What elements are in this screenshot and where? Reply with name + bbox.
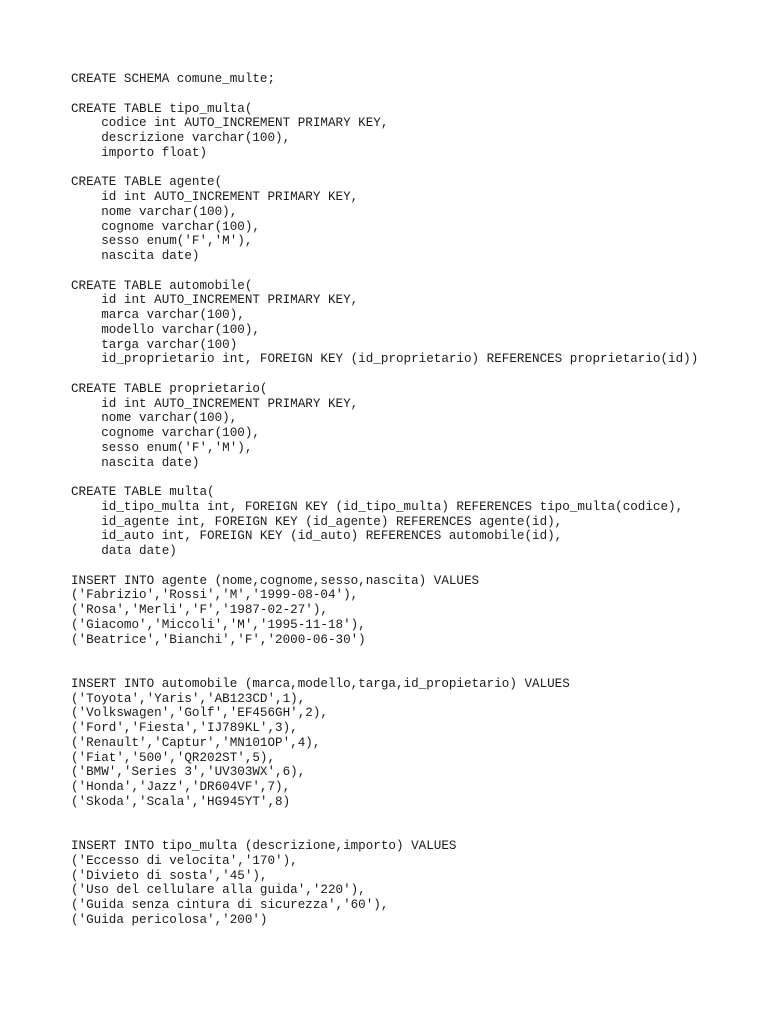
sql-code-block: [71, 72, 761, 928]
code-line: id int AUTO_INCREMENT PRIMARY KEY,: [71, 293, 359, 308]
code-line: ('Renault','Captur','MN101OP',4),: [71, 735, 321, 750]
code-line: [71, 161, 761, 176]
code-line: INSERT INTO tipo_multa (descrizione,importo) VALUES: [71, 839, 457, 853]
code-line: id int AUTO_INCREMENT PRIMARY KEY,: [71, 396, 359, 411]
code-line: codice int AUTO_INCREMENT PRIMARY KEY,: [71, 116, 389, 131]
code-line: ('Rosa','Merli','F','1987-02-27'),: [71, 603, 328, 617]
code-line: ('Guida senza cintura di sicurezza','60'),: [71, 898, 389, 912]
code-line: ('BMW','Series 3','UV303WX',6),: [71, 765, 306, 780]
code-line: [71, 470, 761, 485]
code-line: modello varchar(100),: [71, 322, 260, 337]
code-line: [71, 87, 761, 102]
code-line: ('Divieto di sosta','45'),: [71, 868, 268, 883]
code-line: descrizione varchar(100),: [71, 131, 291, 145]
code-line: id_auto int, FOREIGN KEY (id_auto) REFERENCES automobile(id),: [71, 529, 563, 544]
code-line: nascita date): [71, 249, 200, 263]
code-line: ('Eccesso di velocita','170'),: [71, 853, 298, 868]
code-line: ('Uso del cellulare alla guida','220'),: [71, 883, 366, 898]
code-line: [71, 264, 761, 279]
code-line: CREATE TABLE automobile(: [71, 278, 253, 293]
code-line: importo float): [71, 145, 208, 160]
code-line: nascita date): [71, 455, 200, 470]
code-line: INSERT INTO agente (nome,cognome,sesso,nascita) VALUES: [71, 573, 480, 588]
code-line: sesso enum('F','M'),: [71, 234, 253, 249]
code-line: ('Fabrizio','Rossi','M','1999-08-04'),: [71, 588, 359, 603]
code-line: [71, 647, 761, 662]
code-line: CREATE TABLE agente(: [71, 175, 223, 190]
code-line: ('Honda','Jazz','DR604VF',7),: [71, 780, 291, 794]
code-line: ('Giacomo','Miccoli','M','1995-11-18'),: [71, 617, 366, 632]
code-line: [71, 824, 761, 839]
code-line: nome varchar(100),: [71, 204, 238, 219]
code-line: ('Guida pericolosa','200'): [71, 912, 268, 927]
code-line: [71, 559, 761, 574]
code-line: nome varchar(100),: [71, 411, 238, 426]
code-line: cognome varchar(100),: [71, 426, 260, 440]
code-line: ('Skoda','Scala','HG945YT',8): [71, 794, 291, 809]
code-line: ('Volkswagen','Golf','EF456GH',2),: [71, 706, 328, 721]
code-line: ('Beatrice','Bianchi','F','2000-06-30'): [71, 632, 366, 647]
code-line: CREATE TABLE tipo_multa(: [71, 101, 253, 116]
code-line: ('Toyota','Yaris','AB123CD',1),: [71, 691, 306, 706]
code-line: marca varchar(100),: [71, 308, 245, 322]
code-line: ('Ford','Fiesta','IJ789KL',3),: [71, 721, 298, 735]
code-line: [71, 810, 761, 825]
code-line: INSERT INTO automobile (marca,modello,targa,id_propietario) VALUES: [71, 676, 570, 691]
code-line: [71, 662, 761, 677]
code-line: id_proprietario int, FOREIGN KEY (id_proprietario) REFERENCES proprietario(id)): [71, 352, 699, 367]
code-line: data date): [71, 544, 177, 558]
code-line: [71, 367, 761, 382]
code-line: targa varchar(100): [71, 337, 238, 352]
code-line: CREATE SCHEMA comune_multe;: [71, 72, 276, 86]
code-line: cognome varchar(100),: [71, 219, 260, 234]
code-line: id int AUTO_INCREMENT PRIMARY KEY,: [71, 190, 359, 204]
code-line: CREATE TABLE proprietario(: [71, 381, 268, 396]
code-line: CREATE TABLE multa(: [71, 485, 215, 499]
code-line: sesso enum('F','M'),: [71, 440, 253, 455]
code-line: id_tipo_multa int, FOREIGN KEY (id_tipo_multa) REFERENCES tipo_multa(codice),: [71, 499, 684, 514]
code-line: id_agente int, FOREIGN KEY (id_agente) REFERENCES agente(id),: [71, 514, 563, 529]
code-line: ('Fiat','500','QR202ST',5),: [71, 750, 276, 765]
